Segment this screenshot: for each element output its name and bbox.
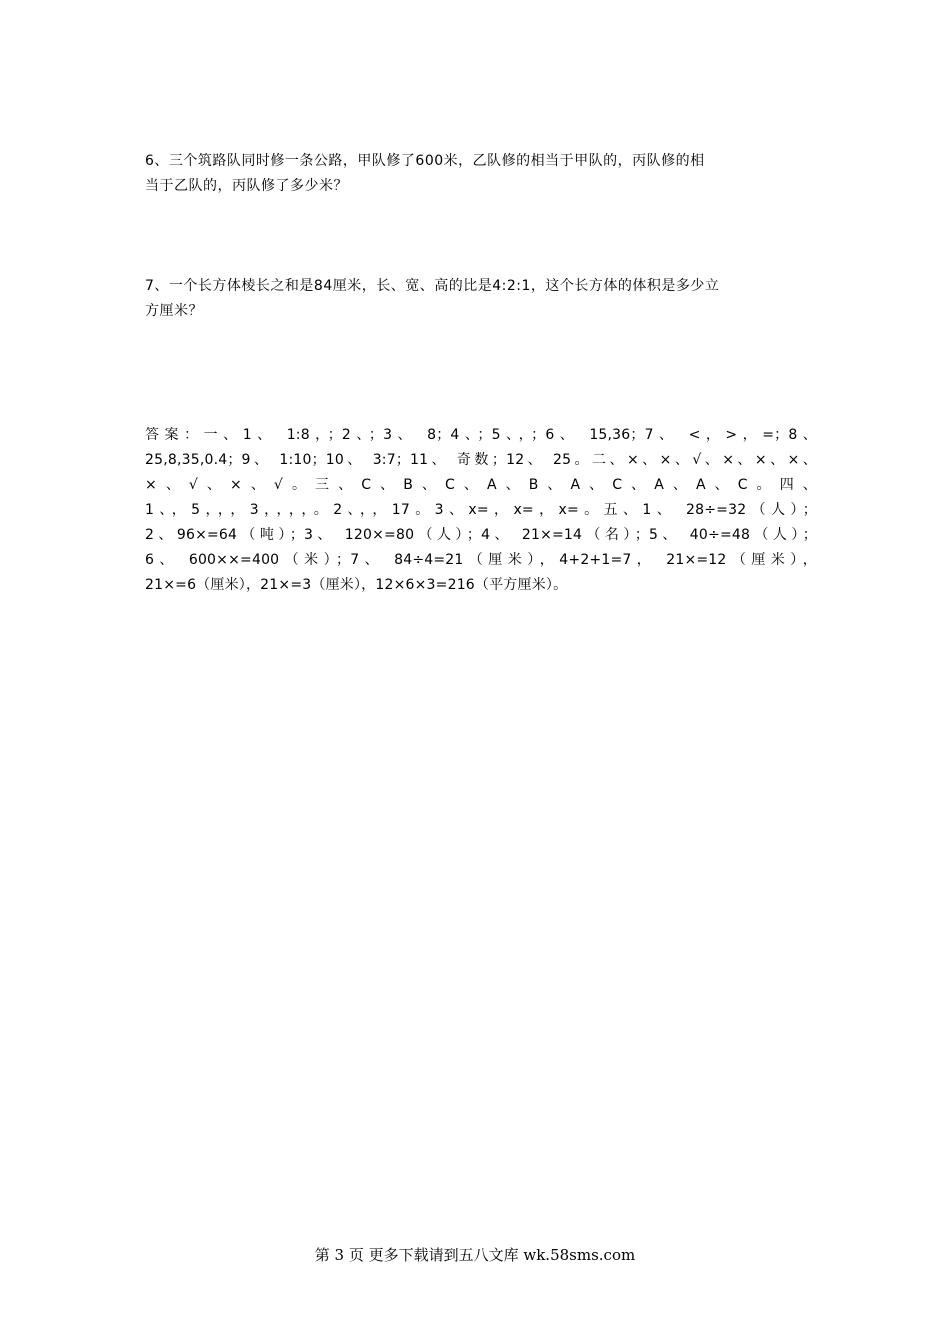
question-7-line-2: 方厘米？	[145, 303, 203, 319]
page-footer: 第 3 页 更多下载请到五八文库 wk.58sms.com	[314, 1246, 636, 1264]
answer-line-2: 25,8,35,0.4；9、 1:10；10、 3:7；11、 奇数；12、 25。二、×、×、√、×、×、×、	[145, 452, 817, 468]
question-6	[145, 149, 813, 199]
answer-line-7: 21×=6（厘米），21×=3（厘米），12×6×3=216（平方厘米）。	[145, 577, 568, 593]
question-6-line-2: 当于乙队的，丙队修了多少米？	[145, 178, 348, 194]
answer-line-4: 1、，5，，，3，，，，。2、，，17。3、x=，x=，x=。五、1、 28÷=32（人）；	[145, 502, 817, 518]
answer-line-3: ×、√、×、√。三、C、B、C、A、B、A、C、A、A、C。四、	[145, 477, 817, 493]
answer-line-5: 2、96×=64（吨）；3、 120×=80（人）；4、 21×=14（名）；5、 40÷=48（人）；	[145, 527, 817, 543]
question-6-line-1: 6、三个筑路队同时修一条公路，甲队修了600米，乙队修的相当于甲队的，丙队修的相	[145, 153, 705, 169]
answer-line-1: 答案：一、1、 1:8，；2、；3、 8；4、；5、，；6、 15,36；7、 <，>，=；8、	[145, 427, 817, 443]
question-7	[145, 274, 813, 324]
question-7-line-1: 7、一个长方体棱长之和是84厘米，长、宽、高的比是4:2:1，这个长方体的体积是多少立	[145, 278, 720, 294]
answer-key	[145, 423, 817, 598]
answer-line-6: 6、 600××=400（米）；7、 84÷4=21（厘米），4+2+1=7， 21×=12（厘米），	[145, 552, 817, 568]
